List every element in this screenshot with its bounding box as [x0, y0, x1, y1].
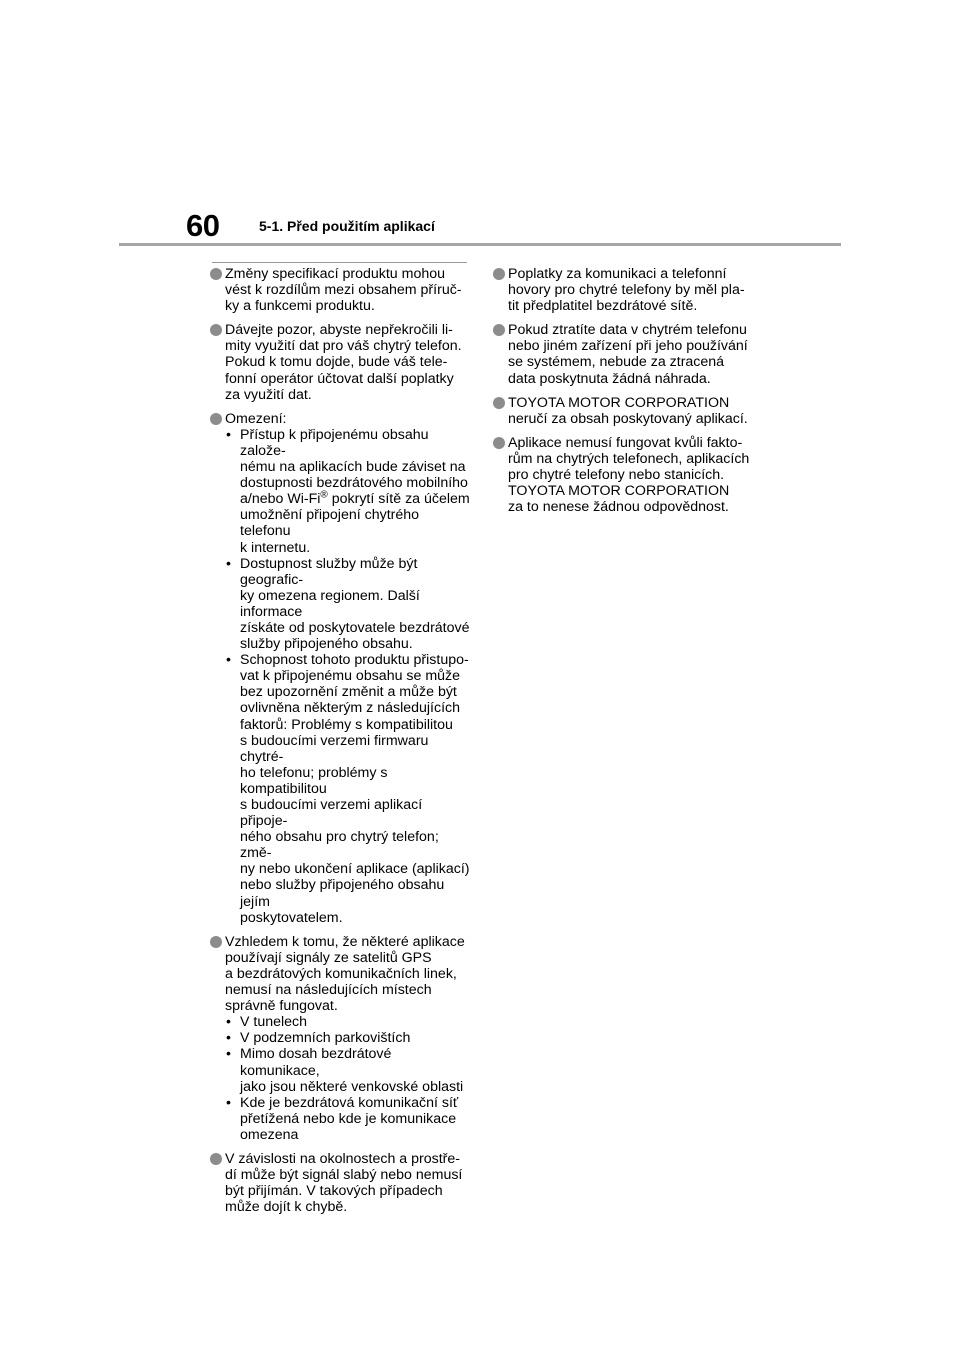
item-text: Aplikace nemusí fungovat kvůli fakto- rům na chytrých telefonech, aplikacích pro chytré telefony nebo stanicích. TOYOTA MOTOR CORPORATION za to nenese žádnou odpovědnost. — [508, 434, 750, 516]
sub-bullet: • — [226, 1046, 231, 1063]
bullet-icon — [493, 437, 505, 449]
bullet-icon — [210, 413, 222, 425]
sub-item — [225, 1014, 472, 1030]
section-title: 5-1. Před použitím aplikací — [259, 218, 435, 234]
left-column — [210, 266, 472, 1223]
sub-list — [225, 1014, 472, 1143]
sub-item — [225, 652, 472, 926]
sub-item — [225, 1095, 472, 1143]
registered-mark: ® — [320, 489, 328, 501]
sub-item — [225, 556, 472, 653]
item-text: TOYOTA MOTOR CORPORATION neručí za obsah poskytovaný aplikací. — [508, 394, 748, 427]
bullet-icon — [493, 397, 505, 409]
sub-item-text: Dostupnost služby může být geografic- ky omezena regionem. Další informace získáte od poskytovatele bezdrátové služby připojeného obsahu. — [240, 555, 470, 653]
sub-item — [225, 1046, 472, 1094]
header-rule — [119, 243, 841, 246]
item-text: V závislosti na okolnostech a prostře- dí může být signál slabý nebo nemusí být přijímán. V takových případech může dojít k chybě. — [225, 1150, 463, 1216]
sub-list — [225, 427, 472, 926]
list-item — [493, 266, 755, 314]
page-number: 60 — [186, 208, 220, 243]
list-item — [210, 934, 472, 1143]
bullet-icon — [210, 1153, 222, 1165]
item-text: Dávejte pozor, abyste nepřekročili li- mity využití dat pro váš chytrý telefon. Pokud k tomu dojde, bude váš tele- fonní operátor účtovat další poplatky za využití dat. — [225, 322, 462, 403]
page-header — [0, 0, 960, 250]
item-text: Změny specifikací produktu mohou vést k rozdílům mezi obsahem příruč- ky a funkcemi produktu. — [225, 266, 462, 315]
item-text: Vzhledem k tomu, že některé aplikace používají signály ze satelitů GPS a bezdrátových komunikačních linek, nemusí na následujících místech správně fungovat. — [225, 933, 465, 1015]
bullet-icon — [210, 268, 222, 280]
list-item — [210, 411, 472, 926]
list-item — [210, 1151, 472, 1215]
sub-bullet: • — [226, 555, 231, 572]
sub-bullet: • — [226, 1014, 231, 1031]
list-item — [493, 435, 755, 515]
sub-bullet: • — [226, 1094, 231, 1111]
bullet-icon — [210, 324, 222, 336]
sub-bullet: • — [226, 652, 231, 669]
sub-item-text: Přístup k připojenému obsahu založe- nému na aplikacích bude záviset na dostupnosti bezdrátového mobilního a/nebo Wi-Fi — [240, 426, 468, 508]
column-top-rule — [212, 262, 467, 263]
sub-item-text: Kde je bezdrátová komunikační síť přetížená nebo kde je komunikace omezena — [240, 1094, 459, 1143]
sub-item — [225, 427, 472, 556]
bullet-icon — [493, 268, 505, 280]
sub-item-text: Mimo dosah bezdrátové komunikace, jako jsou některé venkovské oblasti — [240, 1046, 464, 1095]
bullet-icon — [210, 936, 222, 948]
item-text: Omezení: — [225, 410, 287, 427]
bullet-icon — [493, 324, 505, 336]
sub-item-text: V tunelech — [240, 1014, 308, 1031]
sub-item — [225, 1030, 472, 1046]
sub-item-text: Schopnost tohoto produktu přistupo- vat k připojenému obsahu se může bez upozornění změnit a může být ovlivněna některým z následujících faktorů: Problémy s kompatibilitou s budoucími verzemi firmwaru chytré- ho telefonu; problémy s kompatibilitou s budoucími verzemi aplikací připoje- ného obsahu pro chytrý telefon; změ- ny nebo ukončení aplikace (aplikací) nebo služby připojeného obsahu jejím poskytovatelem. — [240, 652, 470, 926]
sub-bullet: • — [226, 426, 231, 443]
list-item — [210, 266, 472, 314]
sub-item-text: V podzemních parkovištích — [240, 1030, 411, 1047]
sub-item-text: pokrytí sítě za účelem umožnění připojení chytrého telefonu k internetu. — [240, 491, 470, 556]
list-item — [493, 395, 755, 427]
item-text: Poplatky za komunikaci a telefonní hovory pro chytré telefony by měl pla- tit předplatitel bezdrátové sítě. — [508, 266, 745, 315]
item-text: Pokud ztratíte data v chytrém telefonu nebo jiném zařízení při jeho používání se systémem, nebude za ztracená data poskytnuta žádná náhrada. — [508, 322, 748, 387]
right-column — [493, 266, 755, 523]
list-item — [493, 322, 755, 386]
sub-bullet: • — [226, 1030, 231, 1047]
list-item — [210, 322, 472, 402]
